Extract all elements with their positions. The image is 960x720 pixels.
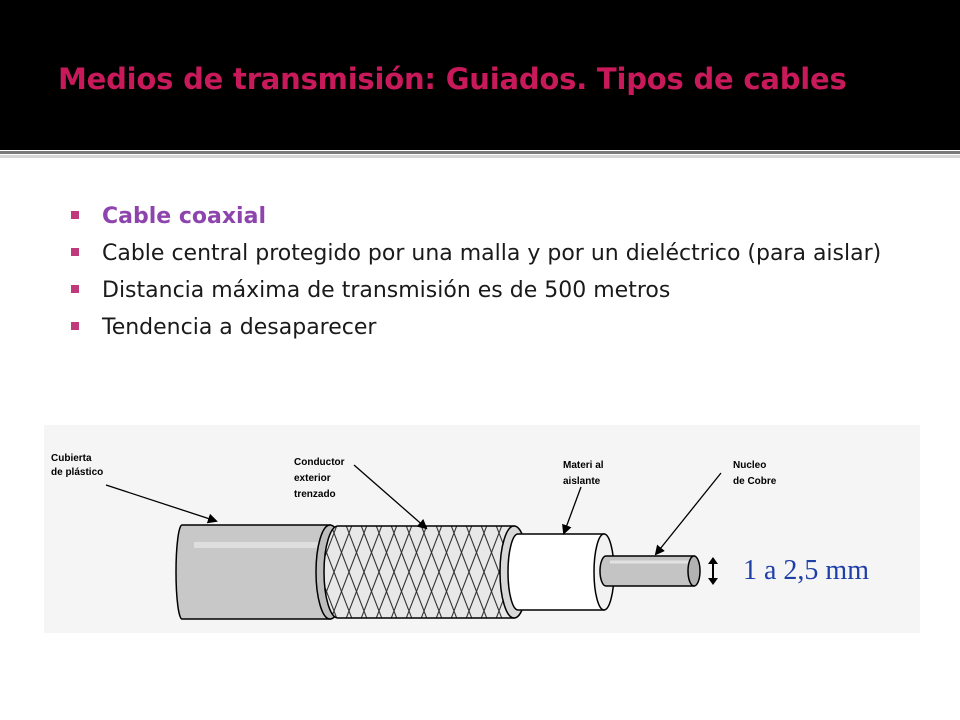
braid-label-line3: trenzado xyxy=(294,489,336,500)
dimension-arrow-icon xyxy=(708,557,718,585)
dielectric-insulator xyxy=(508,534,614,610)
slide-title: Medios de transmisión: Guiados. Tipos de cables xyxy=(58,62,847,96)
title-bar xyxy=(0,0,960,150)
bullet-square-icon xyxy=(71,285,79,293)
coaxial-cable-diagram xyxy=(44,425,920,633)
outer-jacket xyxy=(176,525,344,619)
bullet-square-icon xyxy=(71,211,79,219)
bullet-item xyxy=(70,198,906,235)
core-label-line1: Nucleo xyxy=(733,460,767,471)
jacket-label-line2: de plástico xyxy=(51,467,104,478)
title-divider-light xyxy=(0,155,960,158)
coaxial-cable-svg xyxy=(44,425,920,633)
braid-label-line2: exterior xyxy=(294,473,331,484)
bullet-list xyxy=(70,198,906,346)
bullet-item xyxy=(70,235,906,272)
bullet-item xyxy=(70,272,906,309)
bullet-text: Cable central protegido por una malla y por un dieléctrico (para aislar) xyxy=(102,241,882,266)
braid-callout-arrow xyxy=(354,465,426,528)
insulator-label-line1: Materi al xyxy=(563,460,604,471)
bullet-text: Cable coaxial xyxy=(102,204,266,229)
bullet-item xyxy=(70,309,906,346)
insulator-label-line2: aislante xyxy=(563,476,601,487)
jacket-callout-arrow xyxy=(106,485,216,521)
bullet-text: Tendencia a desaparecer xyxy=(102,315,377,340)
core-callout-arrow xyxy=(656,473,721,554)
core-label-line2: de Cobre xyxy=(733,476,777,487)
braid-label-line1: Conductor xyxy=(294,457,345,468)
bullet-square-icon xyxy=(71,322,79,330)
bullet-text: Distancia máxima de transmisión es de 500 metros xyxy=(102,278,671,303)
bullet-square-icon xyxy=(71,248,79,256)
jacket-label-line1: Cubierta xyxy=(51,453,92,464)
insulator-callout-arrow xyxy=(564,487,581,533)
diameter-label: 1 a 2,5 mm xyxy=(743,555,869,586)
copper-core xyxy=(600,556,700,586)
title-divider xyxy=(0,151,960,154)
